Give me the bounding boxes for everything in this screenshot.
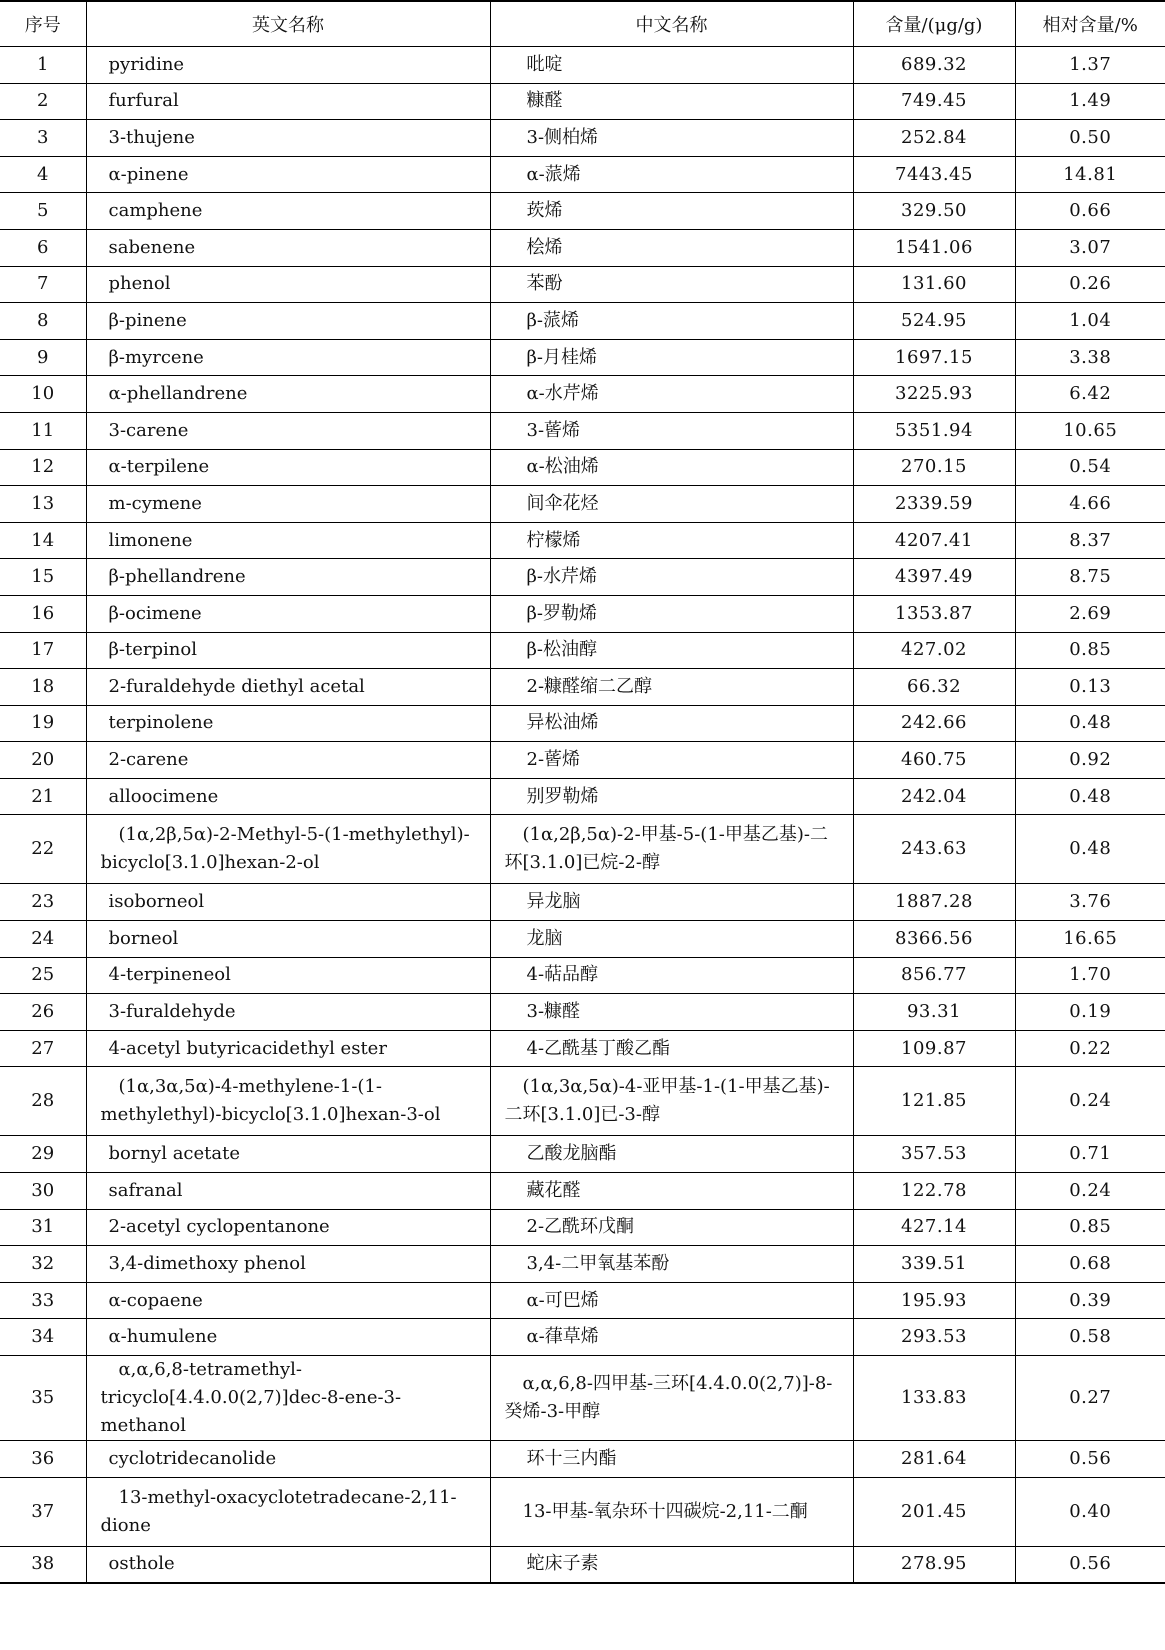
content-cell: 270.15	[853, 449, 1015, 486]
english-name-cell: β-pinene	[86, 303, 490, 340]
row-index: 16	[0, 595, 86, 632]
content-cell: 242.04	[853, 778, 1015, 815]
relative-content-cell: 10.65	[1015, 412, 1165, 449]
chinese-name-cell: 苯酚	[490, 266, 853, 303]
table-row	[0, 229, 1165, 266]
row-index: 28	[0, 1067, 86, 1136]
chinese-name-cell: 3-糠醛	[490, 994, 853, 1031]
row-index: 25	[0, 957, 86, 994]
row-index: 4	[0, 156, 86, 193]
chinese-name-cell: α-葎草烯	[490, 1319, 853, 1356]
row-index: 29	[0, 1136, 86, 1173]
content-cell: 357.53	[853, 1136, 1015, 1173]
chinese-name-cell: 3-蒈烯	[490, 412, 853, 449]
header-row	[0, 1, 1165, 47]
content-cell: 339.51	[853, 1246, 1015, 1283]
relative-content-cell: 0.50	[1015, 120, 1165, 157]
row-index: 12	[0, 449, 86, 486]
english-name-cell: terpinolene	[86, 705, 490, 742]
content-cell: 3225.93	[853, 376, 1015, 413]
row-index: 8	[0, 303, 86, 340]
english-name-cell: safranal	[86, 1173, 490, 1210]
header-chinese-name: 中文名称	[490, 1, 853, 47]
english-name-cell: isoborneol	[86, 884, 490, 921]
table-row	[0, 1546, 1165, 1583]
chinese-name-cell: 4-乙酰基丁酸乙酯	[490, 1030, 853, 1067]
chinese-name-cell: β-蒎烯	[490, 303, 853, 340]
table-row	[0, 156, 1165, 193]
content-cell: 278.95	[853, 1546, 1015, 1583]
table-row	[0, 412, 1165, 449]
content-cell: 689.32	[853, 47, 1015, 84]
content-cell: 201.45	[853, 1477, 1015, 1546]
content-cell: 8366.56	[853, 921, 1015, 958]
relative-content-cell: 14.81	[1015, 156, 1165, 193]
content-cell: 1887.28	[853, 884, 1015, 921]
chinese-name-cell: α,α,6,8-四甲基-三环[4.4.0.0(2,7)]-8-癸烯-3-甲醇	[490, 1356, 853, 1441]
english-name-cell: limonene	[86, 522, 490, 559]
row-index: 34	[0, 1319, 86, 1356]
table-row	[0, 1282, 1165, 1319]
content-cell: 5351.94	[853, 412, 1015, 449]
row-index: 30	[0, 1173, 86, 1210]
table-row	[0, 1356, 1165, 1441]
english-name-cell: sabenene	[86, 229, 490, 266]
relative-content-cell: 0.27	[1015, 1356, 1165, 1441]
chinese-name-cell: 2-糠醛缩二乙醇	[490, 669, 853, 706]
content-cell: 427.14	[853, 1209, 1015, 1246]
relative-content-cell: 3.76	[1015, 884, 1165, 921]
english-name-cell: α-humulene	[86, 1319, 490, 1356]
relative-content-cell: 0.54	[1015, 449, 1165, 486]
content-cell: 121.85	[853, 1067, 1015, 1136]
table-row	[0, 522, 1165, 559]
row-index: 3	[0, 120, 86, 157]
chinese-name-cell: α-蒎烯	[490, 156, 853, 193]
english-name-cell: 4-terpineneol	[86, 957, 490, 994]
row-index: 13	[0, 486, 86, 523]
header-content: 含量/(μg/g)	[853, 1, 1015, 47]
content-cell: 1697.15	[853, 339, 1015, 376]
english-name-cell: (1α,2β,5α)-2-Methyl-5-(1-methylethyl)-bicyclo[3.1.0]hexan-2-ol	[86, 815, 490, 884]
table-row	[0, 47, 1165, 84]
content-cell: 252.84	[853, 120, 1015, 157]
english-name-cell: bornyl acetate	[86, 1136, 490, 1173]
content-cell: 2339.59	[853, 486, 1015, 523]
relative-content-cell: 0.71	[1015, 1136, 1165, 1173]
row-index: 10	[0, 376, 86, 413]
content-cell: 1541.06	[853, 229, 1015, 266]
english-name-cell: 2-acetyl cyclopentanone	[86, 1209, 490, 1246]
relative-content-cell: 3.07	[1015, 229, 1165, 266]
content-cell: 427.02	[853, 632, 1015, 669]
row-index: 6	[0, 229, 86, 266]
relative-content-cell: 16.65	[1015, 921, 1165, 958]
table-row	[0, 994, 1165, 1031]
row-index: 7	[0, 266, 86, 303]
relative-content-cell: 1.04	[1015, 303, 1165, 340]
content-cell: 66.32	[853, 669, 1015, 706]
chinese-name-cell: 吡啶	[490, 47, 853, 84]
english-name-cell: osthole	[86, 1546, 490, 1583]
relative-content-cell: 0.13	[1015, 669, 1165, 706]
content-cell: 122.78	[853, 1173, 1015, 1210]
table-row	[0, 266, 1165, 303]
content-cell: 856.77	[853, 957, 1015, 994]
row-index: 24	[0, 921, 86, 958]
table-row	[0, 1173, 1165, 1210]
relative-content-cell: 0.56	[1015, 1546, 1165, 1583]
english-name-cell: camphene	[86, 193, 490, 230]
english-name-cell: pyridine	[86, 47, 490, 84]
table-row	[0, 595, 1165, 632]
relative-content-cell: 1.49	[1015, 83, 1165, 120]
row-index: 37	[0, 1477, 86, 1546]
chinese-name-cell: 龙脑	[490, 921, 853, 958]
chinese-name-cell: (1α,2β,5α)-2-甲基-5-(1-甲基乙基)-二环[3.1.0]已烷-2-醇	[490, 815, 853, 884]
table-row	[0, 449, 1165, 486]
table-row	[0, 1477, 1165, 1546]
chinese-name-cell: 环十三内酯	[490, 1441, 853, 1478]
chinese-name-cell: 柠檬烯	[490, 522, 853, 559]
header-index: 序号	[0, 1, 86, 47]
english-name-cell: β-myrcene	[86, 339, 490, 376]
relative-content-cell: 0.48	[1015, 778, 1165, 815]
row-index: 17	[0, 632, 86, 669]
content-cell: 242.66	[853, 705, 1015, 742]
english-name-cell: cyclotridecanolide	[86, 1441, 490, 1478]
row-index: 32	[0, 1246, 86, 1283]
chinese-name-cell: β-水芹烯	[490, 559, 853, 596]
chinese-name-cell: α-可巴烯	[490, 1282, 853, 1319]
chinese-name-cell: β-月桂烯	[490, 339, 853, 376]
row-index: 22	[0, 815, 86, 884]
row-index: 15	[0, 559, 86, 596]
content-cell: 281.64	[853, 1441, 1015, 1478]
relative-content-cell: 6.42	[1015, 376, 1165, 413]
chinese-name-cell: 间伞花烃	[490, 486, 853, 523]
english-name-cell: phenol	[86, 266, 490, 303]
relative-content-cell: 2.69	[1015, 595, 1165, 632]
header-english-name: 英文名称	[86, 1, 490, 47]
table-row	[0, 1209, 1165, 1246]
table-row	[0, 632, 1165, 669]
row-index: 35	[0, 1356, 86, 1441]
relative-content-cell: 0.85	[1015, 632, 1165, 669]
row-index: 5	[0, 193, 86, 230]
table-row	[0, 1067, 1165, 1136]
english-name-cell: 13-methyl-oxacyclotetradecane-2,11-dione	[86, 1477, 490, 1546]
relative-content-cell: 0.39	[1015, 1282, 1165, 1319]
row-index: 20	[0, 742, 86, 779]
content-cell: 329.50	[853, 193, 1015, 230]
english-name-cell: β-phellandrene	[86, 559, 490, 596]
row-index: 21	[0, 778, 86, 815]
english-name-cell: borneol	[86, 921, 490, 958]
table-row	[0, 1319, 1165, 1356]
table-row	[0, 303, 1165, 340]
english-name-cell: 2-carene	[86, 742, 490, 779]
relative-content-cell: 4.66	[1015, 486, 1165, 523]
table-row	[0, 669, 1165, 706]
english-name-cell: m-cymene	[86, 486, 490, 523]
relative-content-cell: 0.92	[1015, 742, 1165, 779]
relative-content-cell: 0.48	[1015, 705, 1165, 742]
content-cell: 524.95	[853, 303, 1015, 340]
table-row	[0, 921, 1165, 958]
relative-content-cell: 0.24	[1015, 1067, 1165, 1136]
content-cell: 460.75	[853, 742, 1015, 779]
chinese-name-cell: α-松油烯	[490, 449, 853, 486]
english-name-cell: 2-furaldehyde diethyl acetal	[86, 669, 490, 706]
content-cell: 195.93	[853, 1282, 1015, 1319]
content-cell: 749.45	[853, 83, 1015, 120]
content-cell: 93.31	[853, 994, 1015, 1031]
english-name-cell: (1α,3α,5α)-4-methylene-1-(1-methylethyl)-bicyclo[3.1.0]hexan-3-ol	[86, 1067, 490, 1136]
relative-content-cell: 0.48	[1015, 815, 1165, 884]
row-index: 27	[0, 1030, 86, 1067]
relative-content-cell: 0.66	[1015, 193, 1165, 230]
table-row	[0, 1441, 1165, 1478]
table-row	[0, 1030, 1165, 1067]
content-cell: 133.83	[853, 1356, 1015, 1441]
chinese-name-cell: 异松油烯	[490, 705, 853, 742]
relative-content-cell: 0.24	[1015, 1173, 1165, 1210]
relative-content-cell: 3.38	[1015, 339, 1165, 376]
table-row	[0, 83, 1165, 120]
table-row	[0, 1136, 1165, 1173]
chinese-name-cell: 2-蒈烯	[490, 742, 853, 779]
table-row	[0, 705, 1165, 742]
english-name-cell: β-ocimene	[86, 595, 490, 632]
english-name-cell: α-phellandrene	[86, 376, 490, 413]
chinese-name-cell: β-罗勒烯	[490, 595, 853, 632]
english-name-cell: α-terpilene	[86, 449, 490, 486]
content-cell: 7443.45	[853, 156, 1015, 193]
row-index: 11	[0, 412, 86, 449]
english-name-cell: 3-thujene	[86, 120, 490, 157]
table-row	[0, 376, 1165, 413]
table-row	[0, 120, 1165, 157]
row-index: 26	[0, 994, 86, 1031]
table-row	[0, 1246, 1165, 1283]
header-relative-content: 相对含量/%	[1015, 1, 1165, 47]
table-row	[0, 339, 1165, 376]
english-name-cell: 4-acetyl butyricacidethyl ester	[86, 1030, 490, 1067]
relative-content-cell: 0.85	[1015, 1209, 1165, 1246]
content-cell: 1353.87	[853, 595, 1015, 632]
relative-content-cell: 1.70	[1015, 957, 1165, 994]
relative-content-cell: 8.75	[1015, 559, 1165, 596]
row-index: 9	[0, 339, 86, 376]
english-name-cell: α-pinene	[86, 156, 490, 193]
chinese-name-cell: α-水芹烯	[490, 376, 853, 413]
row-index: 2	[0, 83, 86, 120]
relative-content-cell: 0.68	[1015, 1246, 1165, 1283]
english-name-cell: α-copaene	[86, 1282, 490, 1319]
relative-content-cell: 1.37	[1015, 47, 1165, 84]
chinese-name-cell: 别罗勒烯	[490, 778, 853, 815]
relative-content-cell: 0.22	[1015, 1030, 1165, 1067]
table-row	[0, 815, 1165, 884]
chinese-name-cell: 乙酸龙脑酯	[490, 1136, 853, 1173]
chinese-name-cell: 13-甲基-氧杂环十四碳烷-2,11-二酮	[490, 1477, 853, 1546]
chinese-name-cell: 藏花醛	[490, 1173, 853, 1210]
content-cell: 109.87	[853, 1030, 1015, 1067]
english-name-cell: 3-furaldehyde	[86, 994, 490, 1031]
table-row	[0, 486, 1165, 523]
chinese-name-cell: 3-侧柏烯	[490, 120, 853, 157]
english-name-cell: β-terpinol	[86, 632, 490, 669]
content-cell: 243.63	[853, 815, 1015, 884]
english-name-cell: alloocimene	[86, 778, 490, 815]
content-cell: 131.60	[853, 266, 1015, 303]
chinese-name-cell: β-松油醇	[490, 632, 853, 669]
chinese-name-cell: 3,4-二甲氧基苯酚	[490, 1246, 853, 1283]
content-cell: 293.53	[853, 1319, 1015, 1356]
chinese-name-cell: (1α,3α,5α)-4-亚甲基-1-(1-甲基乙基)-二环[3.1.0]已-3-醇	[490, 1067, 853, 1136]
table-row	[0, 957, 1165, 994]
row-index: 31	[0, 1209, 86, 1246]
chinese-name-cell: 莰烯	[490, 193, 853, 230]
row-index: 36	[0, 1441, 86, 1478]
english-name-cell: 3-carene	[86, 412, 490, 449]
table-row	[0, 193, 1165, 230]
relative-content-cell: 0.26	[1015, 266, 1165, 303]
english-name-cell: furfural	[86, 83, 490, 120]
chinese-name-cell: 桧烯	[490, 229, 853, 266]
row-index: 38	[0, 1546, 86, 1583]
relative-content-cell: 8.37	[1015, 522, 1165, 559]
english-name-cell: α,α,6,8-tetramethyl-tricyclo[4.4.0.0(2,7)]dec-8-ene-3-methanol	[86, 1356, 490, 1441]
chinese-name-cell: 蛇床子素	[490, 1546, 853, 1583]
row-index: 33	[0, 1282, 86, 1319]
row-index: 14	[0, 522, 86, 559]
table-row	[0, 742, 1165, 779]
relative-content-cell: 0.56	[1015, 1441, 1165, 1478]
chinese-name-cell: 4-萜品醇	[490, 957, 853, 994]
row-index: 18	[0, 669, 86, 706]
english-name-cell: 3,4-dimethoxy phenol	[86, 1246, 490, 1283]
chinese-name-cell: 糠醛	[490, 83, 853, 120]
relative-content-cell: 0.58	[1015, 1319, 1165, 1356]
table-row	[0, 559, 1165, 596]
chinese-name-cell: 异龙脑	[490, 884, 853, 921]
content-cell: 4397.49	[853, 559, 1015, 596]
table-row	[0, 778, 1165, 815]
row-index: 1	[0, 47, 86, 84]
row-index: 19	[0, 705, 86, 742]
relative-content-cell: 0.40	[1015, 1477, 1165, 1546]
chinese-name-cell: 2-乙酰环戊酮	[490, 1209, 853, 1246]
row-index: 23	[0, 884, 86, 921]
relative-content-cell: 0.19	[1015, 994, 1165, 1031]
table-row	[0, 884, 1165, 921]
content-cell: 4207.41	[853, 522, 1015, 559]
